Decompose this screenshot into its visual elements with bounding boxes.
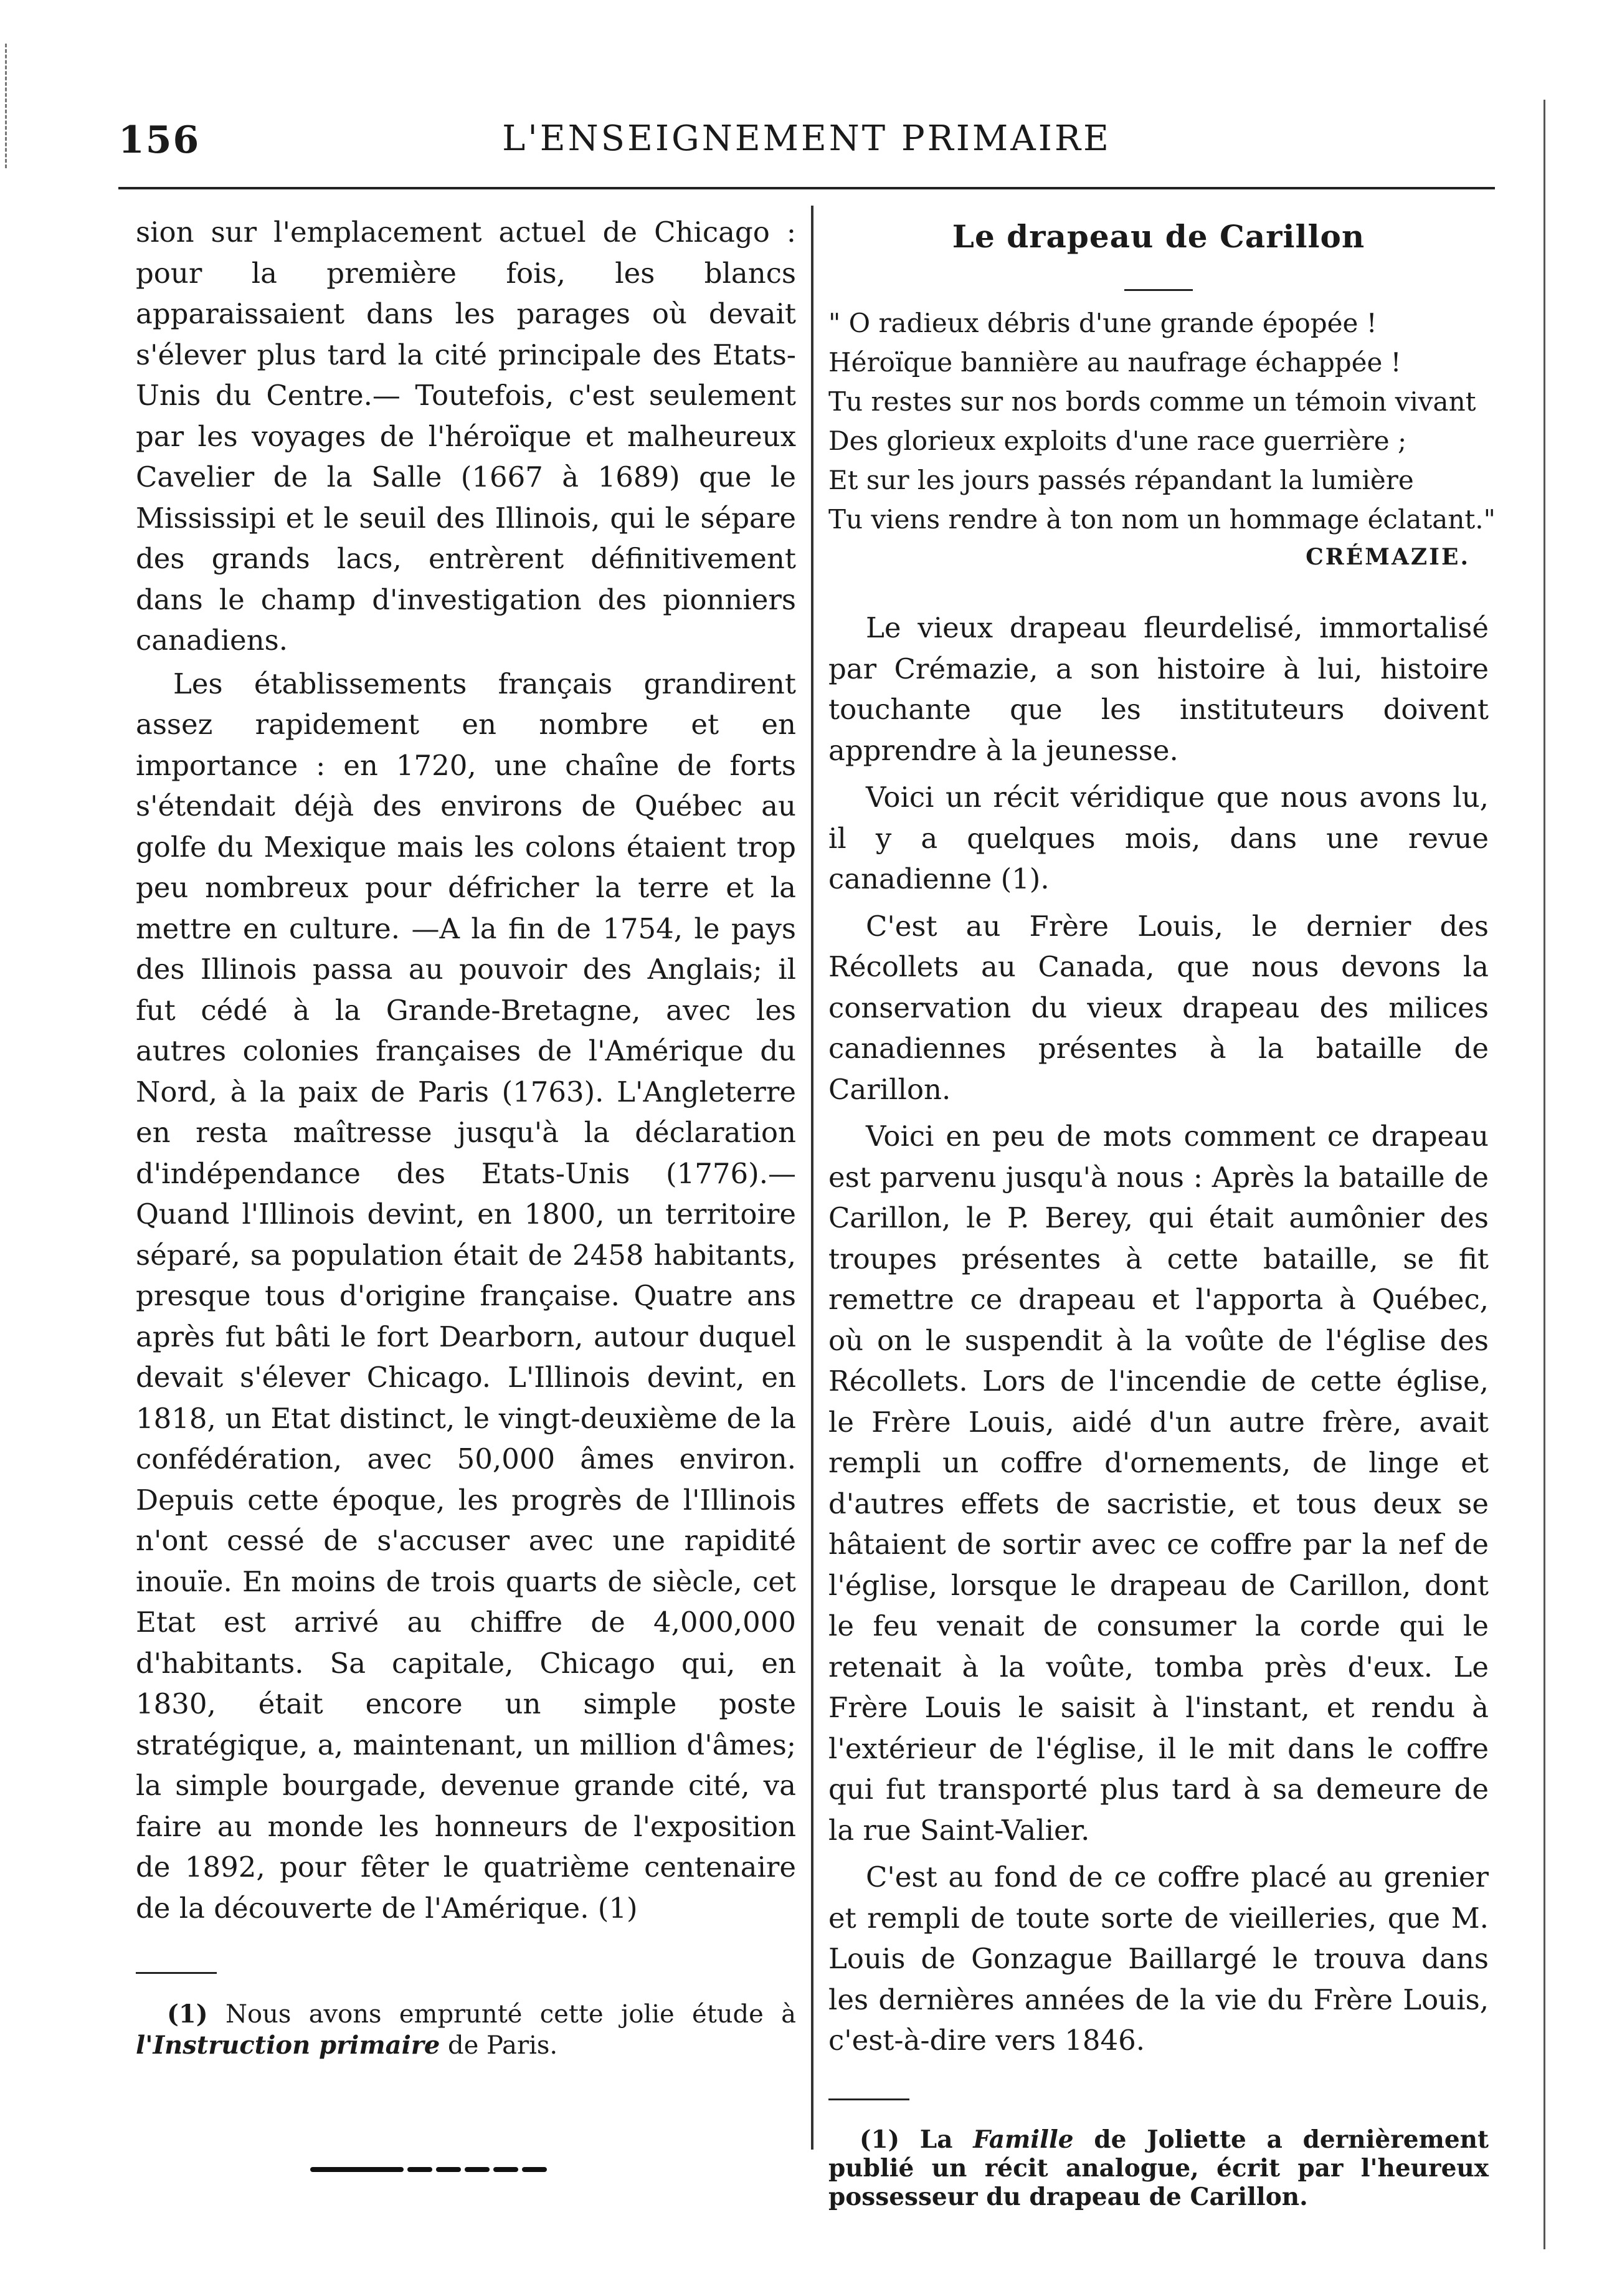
left-paragraph-2: Les établissements français grandirent assez rapidement en nombre et en importance : en 1720, une chaîne de forts s'étendait déjà des environs de Québec au golfe du Mexique mais les colons étaient trop peu nombreux pour défricher la terre et la mettre en culture. —A la fin de 1754, le pays des Illinois passa au pouvoir des Anglais; il fut cédé à la Grande-Bretagne, avec les autres colonies françaises de l'Amérique du Nord, à la paix de Paris (1763). L'Angleterre en resta maîtresse jusqu'à la déclaration d'indépendance des Etats-Unis (1776).—Quand l'Illinois devint, en 1800, un territoire séparé, sa population était de 2458 habitants, presque tous d'origine française. Quatre ans après fut bâti le fort Dearborn, autour duquel devait s'élever Chicago. L'Illinois devint, en 1818, un Etat distinct, le vingt-deuxième de la confédération, avec 50,000 âmes environ. Depuis cette époque, les progrès de l'Illinois n'ont cessé de s'accuser avec une rapidité inouïe. En moins de trois quarts de siècle, cet Etat est arrivé au chiffre de 4,000,000 d'habitants. Sa capitale, Chicago qui, en 1830, était encore un simple poste stratégique, a, maintenant, un million d'âmes; la simple bourgade, devenue grande cité, va faire au monde les honneurs de l'exposition de 1892, pour fêter le quatrième centenaire de la découverte de l'Amérique. (1) (136, 667, 796, 1925)
right-paragraph-5: C'est au fond de ce coffre placé au grenier et rempli de toute sorte de vieilleries, que M. Louis de Gonzague Baillargé le trouva dans les dernières années de la vie du Frère Louis, c'est-à-dire vers 1846. (828, 1860, 1489, 2057)
right-footnote (828, 2125, 1489, 2211)
page-edge-line (1544, 100, 1545, 2249)
footnote-text: Nous avons emprunté cette jolie étude à (225, 2000, 797, 2029)
footnote-source: Famille (973, 2125, 1074, 2154)
poem-line: Héroïque bannière au naufrage échappée ! (828, 347, 1401, 378)
left-column (136, 212, 796, 2172)
footnote-text-end: de Joliette a dernièrement publié un récit analogue, écrit par l'heureux possesseur du drapeau de Carillon. (828, 2125, 1489, 2211)
right-paragraph-3: C'est au Frère Louis, le dernier des Récollets au Canada, que nous devons la conservation du vieux drapeau des milices canadiennes présentes à la bataille de Carillon. (828, 909, 1489, 1106)
poem-line: Tu restes sur nos bords comme un témoin vivant (828, 386, 1476, 417)
end-ornament (310, 2167, 796, 2172)
poem (828, 303, 1496, 539)
page-header (118, 112, 1495, 168)
running-title: L'ENSEIGNEMENT PRIMAIRE (502, 118, 1111, 159)
footnote-marker: (1) (860, 2125, 900, 2154)
poem-signature: CRÉMAZIE. (1306, 544, 1470, 570)
footnote-text: La (919, 2125, 953, 2154)
left-paragraph-1: sion sur l'emplacement actuel de Chicago : pour la première fois, les blancs apparaissaient dans les parages où devait s'élever plus tard la cité principale des Etats-Unis du Centre.— Toutefois, c'est seulement par les voyages de l'héroïque et malheureux Cavelier de la Salle (1667 à 1689) que le Mississipi et le seuil des Illinois, qui le sépare des grands lacs, entrèrent définitivement dans le champ d'investigation des pionniers canadiens. (136, 216, 796, 657)
poem-line: Des glorieux exploits d'une race guerrière ; (828, 426, 1407, 456)
poem-line: Tu viens rendre à ton nom un hommage éclatant." (828, 504, 1496, 535)
footnote-rule (828, 2098, 909, 2100)
scan-margin-marks (5, 44, 9, 168)
right-column (828, 212, 1496, 2211)
right-paragraph-4: Voici en peu de mots comment ce drapeau est parvenu jusqu'à nous : Après la bataille de Carillon, le P. Berey, qui était aumônier des troupes présentes à cette bataille, se fit remettre ce drapeau et l'apporta à Québec, où on le suspendit à la voûte de l'église des Récollets. Lors de l'incendie de cette église, le Frère Louis, aidé d'un autre frère, avait rempli un coffre d'ornements, de linge et d'autres effets de sacristie, et tous deux se hâtaient de sortir avec ce coffre par la nef de l'église, lorsque le drapeau de Carillon, dont le feu venait de consumer la corde qui le retenait à la voûte, tomba près d'eux. Le Frère Louis le saisit à l'instant, et rendu à l'extérieur de l'église, il le mit dans le coffre qui fut transporté plus tard à sa demeure de la rue Saint-Valier. (828, 1120, 1489, 1847)
footnote-marker: (1) (167, 1999, 208, 2029)
left-footnote (136, 1999, 796, 2061)
poem-line: Et sur les jours passés répandant la lumière (828, 465, 1414, 495)
right-paragraph-1: Le vieux drapeau fleurdelisé, immortalisé par Crémazie, a son histoire à lui, histoire touchante que les instituteurs doivent apprendre à la jeunesse. (828, 611, 1489, 767)
right-paragraph-2: Voici un récit véridique que nous avons lu, il y a quelques mois, dans une revue canadienne (1). (828, 781, 1489, 895)
page-number: 156 (118, 118, 201, 162)
header-rule (118, 187, 1495, 189)
footnote-rule (136, 1972, 217, 1974)
article-title: Le drapeau de Carillon (952, 218, 1365, 255)
footnote-source: l'Instruction primaire (136, 2031, 440, 2060)
title-rule (1124, 289, 1193, 291)
column-divider (811, 206, 813, 2150)
footnote-text-end: de Paris. (448, 2031, 558, 2060)
poem-line: " O radieux débris d'une grande épopée ! (828, 308, 1377, 338)
